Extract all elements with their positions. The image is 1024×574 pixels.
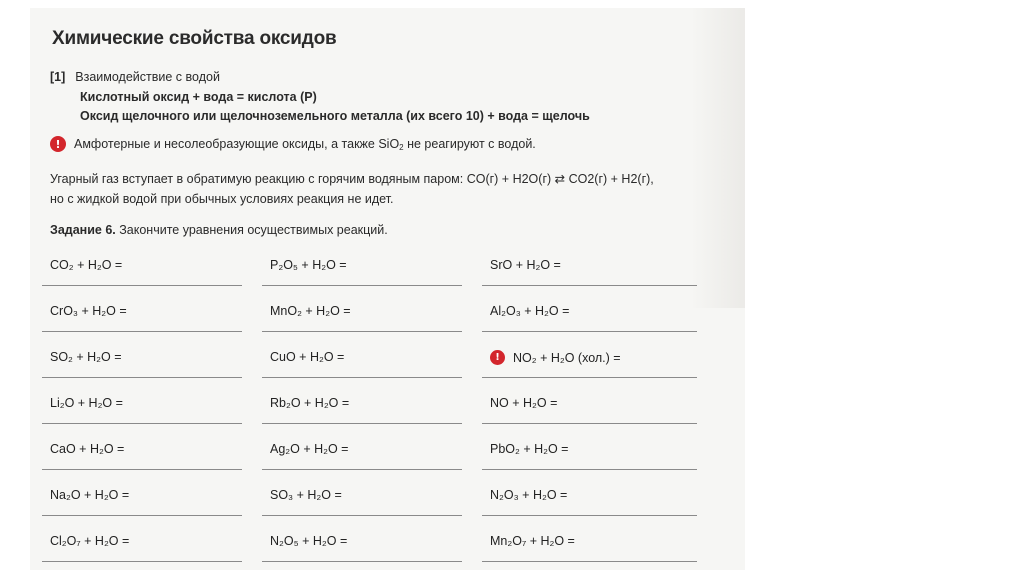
equation-cell[interactable]: [482, 530, 697, 570]
answer-line: [42, 423, 242, 424]
answer-line: [262, 515, 462, 516]
equation-cell[interactable]: [42, 392, 242, 438]
page-title: Химические свойства оксидов: [52, 28, 337, 49]
equation-text: SO₂ + H₂O =: [50, 350, 122, 364]
equation-text: SrO + H₂O =: [490, 258, 561, 272]
equation-cell[interactable]: [42, 346, 242, 392]
section-heading: [50, 70, 220, 84]
co-note-line1: Угарный газ вступает в обратимую реакцию с горячим водяным паром: CO(г) + H2O(г) ⇄ CO2(г) + H2(г),: [50, 172, 654, 186]
equation-text: CrO₃ + H₂O =: [50, 304, 127, 318]
equation-cell[interactable]: [42, 530, 242, 570]
equation-cell[interactable]: [262, 530, 462, 570]
warning-note: [50, 136, 536, 152]
answer-line: [482, 285, 697, 286]
equation-cell[interactable]: [42, 438, 242, 484]
equation-row: [42, 300, 702, 346]
equation-text: SO₃ + H₂O =: [270, 488, 342, 502]
answer-line: [42, 331, 242, 332]
equation-cell[interactable]: [482, 392, 697, 438]
equation-row: [42, 438, 702, 484]
answer-line: [482, 331, 697, 332]
equation-text: CaO + H₂O =: [50, 442, 125, 456]
equation-row: [42, 484, 702, 530]
answer-line: [482, 515, 697, 516]
equation-cell[interactable]: [42, 300, 242, 346]
equation-grid: [42, 254, 702, 570]
equation-row: [42, 254, 702, 300]
equation-row: [42, 530, 702, 570]
worksheet-page: [30, 8, 745, 570]
equation-text: Ag₂O + H₂O =: [270, 442, 349, 456]
co-note-line2: но с жидкой водой при обычных условиях реакция не идет.: [50, 192, 394, 206]
answer-line: [262, 561, 462, 562]
equation-warning-wrap: [490, 350, 621, 365]
equation-text: NO + H₂O =: [490, 396, 558, 410]
equation-cell[interactable]: [262, 300, 462, 346]
exclamation-icon: !: [50, 136, 66, 152]
answer-line: [42, 515, 242, 516]
equation-cell[interactable]: [482, 438, 697, 484]
warning-text: Амфотерные и несолеобразующие оксиды, а также SiO$_2$ не реагируют с водой.: [74, 136, 536, 152]
equation-cell[interactable]: [42, 254, 242, 300]
equation-text: Na₂O + H₂O =: [50, 488, 130, 502]
equation-text: Al₂O₃ + H₂O =: [490, 304, 570, 318]
equation-cell[interactable]: [482, 300, 697, 346]
equation-cell[interactable]: [482, 484, 697, 530]
answer-line: [262, 331, 462, 332]
equation-text: P₂O₅ + H₂O =: [270, 258, 347, 272]
equation-cell[interactable]: [482, 254, 697, 300]
answer-line: [482, 469, 697, 470]
task-heading: [50, 223, 388, 237]
task-text: Закончите уравнения осуществимых реакций.: [115, 223, 388, 237]
answer-line: [42, 469, 242, 470]
equation-cell[interactable]: [482, 346, 697, 392]
section-number: [1]: [50, 70, 66, 84]
rule-alkali-oxide: Оксид щелочного или щелочноземельного металла (их всего 10) + вода = щелочь: [80, 109, 590, 123]
co-equation: CO(г) + H2O(г) ⇄ CO2(г) + H2(г),: [466, 172, 654, 186]
equation-cell[interactable]: [262, 392, 462, 438]
task-label: Задание 6.: [50, 223, 116, 237]
section-heading-text: Взаимодействие с водой: [75, 70, 220, 84]
equation-cell[interactable]: [262, 346, 462, 392]
equation-cell[interactable]: [262, 254, 462, 300]
answer-line: [42, 377, 242, 378]
equation-text: MnO₂ + H₂O =: [270, 304, 351, 318]
equation-text: Li₂O + H₂O =: [50, 396, 123, 410]
equation-text: CuO + H₂O =: [270, 350, 345, 364]
answer-line: [482, 561, 697, 562]
answer-line: [482, 377, 697, 378]
equation-text: N₂O₅ + H₂O =: [270, 534, 348, 548]
answer-line: [262, 377, 462, 378]
equation-text: Cl₂O₇ + H₂O =: [50, 534, 130, 548]
answer-line: [482, 423, 697, 424]
equation-row: [42, 392, 702, 438]
answer-line: [42, 285, 242, 286]
equation-text: NO₂ + H₂O (хол.) =: [513, 350, 621, 365]
answer-line: [42, 561, 242, 562]
equation-cell[interactable]: [262, 484, 462, 530]
rule-acidic-oxide: Кислотный оксид + вода = кислота (Р): [80, 90, 317, 104]
equation-text: N₂O₃ + H₂O =: [490, 488, 568, 502]
equation-text: PbO₂ + H₂O =: [490, 442, 569, 456]
equation-text: CO₂ + H₂O =: [50, 258, 123, 272]
exclamation-icon: !: [490, 350, 505, 365]
answer-line: [262, 285, 462, 286]
answer-line: [262, 423, 462, 424]
equation-cell[interactable]: [42, 484, 242, 530]
equation-text: Rb₂O + H₂O =: [270, 396, 350, 410]
equation-row: [42, 346, 702, 392]
equation-cell[interactable]: [262, 438, 462, 484]
answer-line: [262, 469, 462, 470]
equation-text: Mn₂O₇ + H₂O =: [490, 534, 575, 548]
